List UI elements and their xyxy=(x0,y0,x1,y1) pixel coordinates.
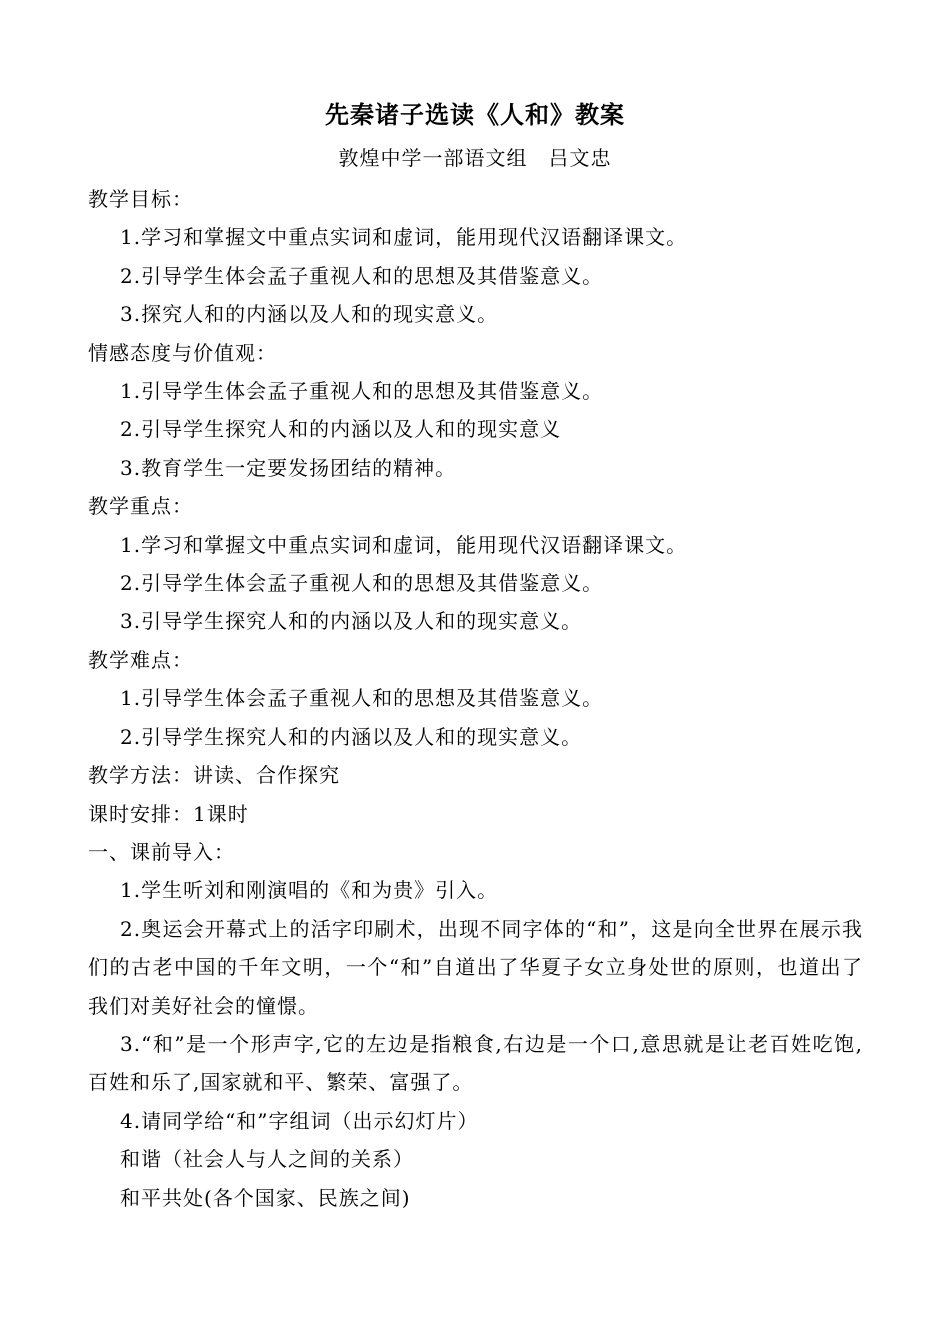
value-item: 2.引导学生探究人和的内涵以及人和的现实意义 xyxy=(120,417,562,442)
goal-item: 2.引导学生体会孟子重视人和的思想及其借鉴意义。 xyxy=(120,263,604,288)
intro-item: 1.学生听刘和刚演唱的《和为贵》引入。 xyxy=(120,878,499,903)
difficulties-heading: 教学难点： xyxy=(88,647,193,672)
values-heading: 情感态度与价值观： xyxy=(88,340,277,365)
key-point-item: 1.学习和掌握文中重点实词和虚词，能用现代汉语翻译课文。 xyxy=(120,532,688,557)
intro-heading: 一、课前导入： xyxy=(88,839,235,864)
goal-item: 3.探究人和的内涵以及人和的现实意义。 xyxy=(120,302,499,327)
document-body xyxy=(88,180,863,1217)
value-item: 3.教育学生一定要发扬团结的精神。 xyxy=(120,455,457,480)
word-item: 和平共处(各个国家、民族之间) xyxy=(120,1185,411,1210)
difficulty-item: 1.引导学生体会孟子重视人和的思想及其借鉴意义。 xyxy=(120,686,604,711)
goal-item: 1.学习和掌握文中重点实词和虚词，能用现代汉语翻译课文。 xyxy=(120,225,688,250)
teaching-method: 教学方法：讲读、合作探究 xyxy=(88,763,340,788)
value-item: 1.引导学生体会孟子重视人和的思想及其借鉴意义。 xyxy=(120,379,604,404)
intro-item: 4.请同学给“和”字组词（出示幻灯片） xyxy=(120,1108,479,1133)
intro-paragraph: 3.“和”是一个形声字,它的左边是指粮食,右边是一个口,意思就是让老百姓吃饱,百姓和乐了,国家就和平、繁荣、富强了。 xyxy=(88,1031,863,1095)
document-title: 先秦诸子选读《人和》教案 xyxy=(325,100,625,129)
key-point-item: 2.引导学生体会孟子重视人和的思想及其借鉴意义。 xyxy=(120,571,604,596)
goals-heading: 教学目标： xyxy=(88,187,193,211)
class-schedule: 课时安排：1课时 xyxy=(88,801,249,826)
key-point-item: 3.引导学生探究人和的内涵以及人和的现实意义。 xyxy=(120,609,583,634)
difficulty-item: 2.引导学生探究人和的内涵以及人和的现实意义。 xyxy=(120,724,583,749)
word-item: 和谐（社会人与人之间的关系） xyxy=(120,1147,414,1172)
intro-paragraph: 2.奥运会开幕式上的活字印刷术，出现不同字体的“和”，这是向全世界在展示我们的古老中国的千年文明，一个“和”自道出了华夏子女立身处世的原则，也道出了我们对美好社会的憧憬。 xyxy=(88,916,863,1018)
key-points-heading: 教学重点： xyxy=(88,494,193,519)
document-subtitle: 敦煌中学一部语文组 吕文忠 xyxy=(338,146,612,170)
